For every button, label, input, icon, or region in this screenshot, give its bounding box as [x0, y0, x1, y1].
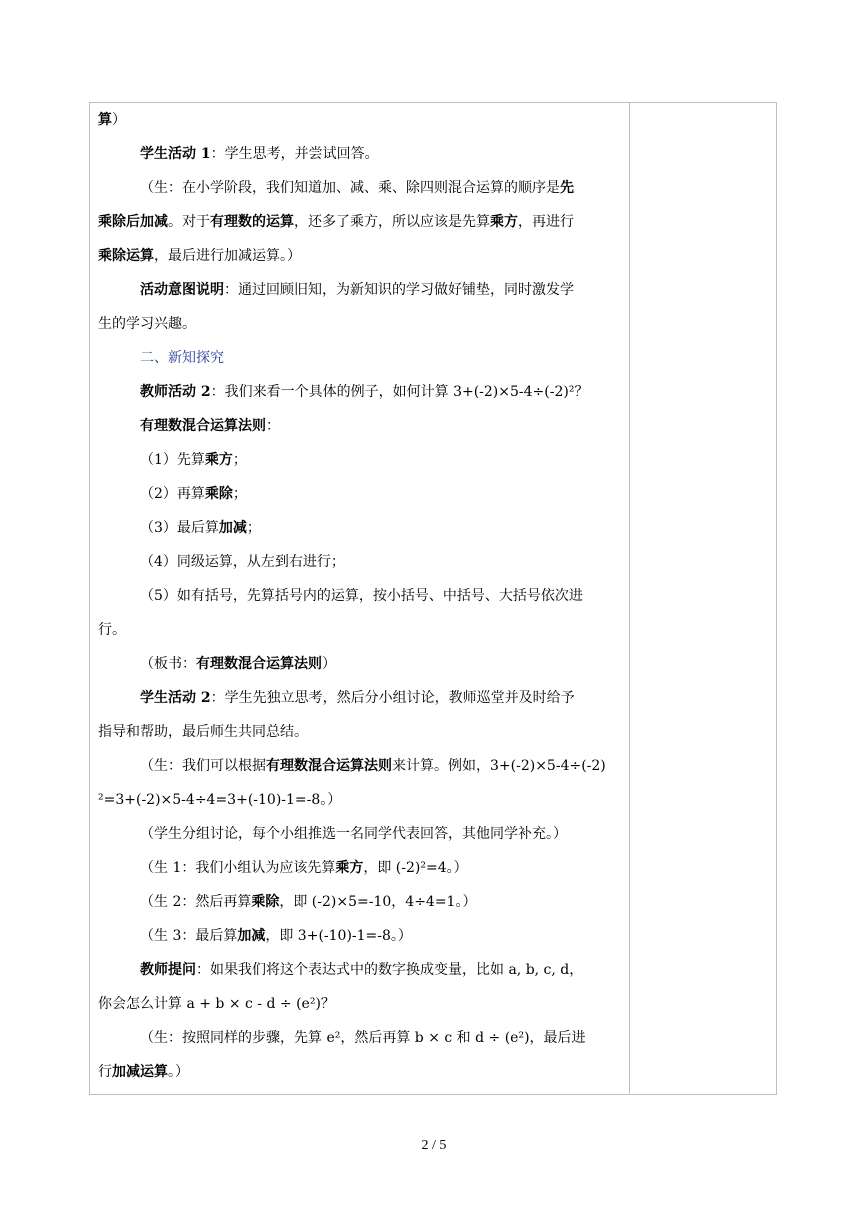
- text-line: [98, 477, 624, 511]
- text-run: 行: [98, 1064, 112, 1080]
- text-run: （生 1：我们小组认为应该先算: [140, 860, 336, 876]
- text-run: 教师活动 2: [140, 384, 211, 400]
- text-line: [98, 103, 624, 137]
- text-line: [98, 137, 624, 171]
- text-run: ，即 3+(-10)-1=-8。）: [265, 928, 412, 944]
- text-run: 活动意图说明: [140, 282, 224, 298]
- text-run: （生：在小学阶段，我们知道加、减、乘、除四则混合运算的顺序是: [140, 180, 560, 196]
- text-run: 生的学习兴趣。: [98, 316, 196, 332]
- text-run: 有理数混合运算法则: [140, 418, 266, 434]
- table-column-divider: [629, 102, 630, 1095]
- text-line: [98, 613, 624, 647]
- text-run: 来计算。例如，3+(-2)×5-4÷(-2): [392, 758, 606, 774]
- text-line: [98, 239, 624, 273]
- text-run: ：: [266, 418, 280, 434]
- text-run: （3）最后算: [140, 520, 219, 536]
- text-line: [98, 919, 624, 953]
- text-run: ：学生先独立思考，然后分小组讨论，教师巡堂并及时给予: [210, 690, 575, 706]
- text-run: 学生活动 1: [140, 146, 211, 162]
- text-line: [98, 171, 624, 205]
- text-run: 有理数混合运算法则: [266, 758, 392, 774]
- text-line: [98, 307, 624, 341]
- text-run: 算: [98, 112, 112, 128]
- text-run: （1）先算: [140, 452, 205, 468]
- text-run: 行。: [98, 622, 126, 638]
- text-line: [98, 579, 624, 613]
- text-line: [98, 511, 624, 545]
- text-run: ，最后进行加减运算。）: [154, 248, 301, 264]
- text-run: 加减: [218, 520, 247, 536]
- text-run: 有理数的运算: [210, 214, 294, 230]
- text-run: （生 2：然后再算: [140, 894, 252, 910]
- text-run: 教师提问: [140, 962, 196, 978]
- text-run: ；: [232, 486, 247, 502]
- text-line: [98, 783, 624, 817]
- text-run: ²=3+(-2)×5-4÷4=3+(-10)-1=-8。）: [98, 792, 342, 808]
- text-line: [98, 443, 624, 477]
- text-line: [98, 749, 624, 783]
- text-run: 学生活动 2: [140, 690, 211, 706]
- text-line: [98, 851, 624, 885]
- text-line: [98, 1055, 624, 1089]
- text-line: [98, 647, 624, 681]
- text-line: [98, 1021, 624, 1055]
- text-line: [98, 273, 624, 307]
- text-run: ：学生思考，并尝试回答。: [210, 146, 379, 162]
- lesson-content: [98, 103, 624, 1089]
- text-run: ，即 (-2)×5=-10，4÷4=1。）: [279, 894, 477, 910]
- text-run: （板书：: [140, 656, 196, 672]
- text-run: 乘除后加减: [98, 214, 168, 230]
- text-run: ：如果我们将这个表达式中的数字换成变量，比如 a, b, c, d，: [196, 962, 584, 978]
- text-run: ）: [112, 112, 126, 128]
- text-run: 乘除运算: [98, 248, 154, 264]
- text-line: [98, 715, 624, 749]
- text-run: 指导和帮助，最后师生共同总结。: [98, 724, 308, 740]
- text-run: ；: [232, 452, 247, 468]
- text-run: （生：按照同样的步骤，先算 e²，然后再算 b × c 和 d ÷ (e²)，最后进: [140, 1030, 586, 1046]
- text-run: 二、新知探究: [140, 350, 224, 366]
- text-line: [98, 545, 624, 579]
- text-run: 乘方: [490, 214, 518, 230]
- page-number: 2 / 5: [421, 1138, 447, 1153]
- text-run: ：通过回顾旧知，为新知识的学习做好铺垫，同时激发学: [224, 282, 574, 298]
- text-run: 乘方: [204, 452, 233, 468]
- text-run: 先: [560, 180, 574, 196]
- text-run: （生：我们可以根据: [140, 758, 266, 774]
- text-run: ）: [322, 656, 336, 672]
- text-line: [98, 205, 624, 239]
- text-run: ，即 (-2)²=4。）: [363, 860, 468, 876]
- text-run: 乘除: [204, 486, 233, 502]
- text-run: 乘方: [335, 860, 364, 876]
- text-line: [98, 953, 624, 987]
- text-run: ，再进行: [518, 214, 574, 230]
- text-line: [98, 885, 624, 919]
- text-run: ，还多了乘方，所以应该是先算: [294, 214, 490, 230]
- text-line: [98, 681, 624, 715]
- text-run: 。对于: [168, 214, 210, 230]
- text-run: （生 3：最后算: [140, 928, 238, 944]
- text-line: [98, 817, 624, 851]
- text-run: （5）如有括号，先算括号内的运算，按小括号、中括号、大括号依次进: [140, 588, 583, 604]
- text-run: （4）同级运算，从左到右进行；: [140, 554, 345, 570]
- text-run: 有理数混合运算法则: [196, 656, 322, 672]
- text-run: ；: [246, 520, 261, 536]
- text-run: ：我们来看一个具体的例子，如何计算 3+(-2)×5-4÷(-2)²？: [210, 384, 589, 400]
- text-line: [98, 341, 624, 375]
- text-line: [98, 409, 624, 443]
- text-run: 加减运算: [112, 1064, 168, 1080]
- text-run: 加减: [237, 928, 266, 944]
- text-line: [98, 375, 624, 409]
- text-run: 。）: [168, 1064, 189, 1080]
- text-line: [98, 987, 624, 1021]
- text-run: （学生分组讨论，每个小组推选一名同学代表回答，其他同学补充。）: [140, 826, 567, 842]
- text-run: 你会怎么计算 a + b × c - d ÷ (e²)？: [98, 996, 335, 1012]
- text-run: 乘除: [251, 894, 280, 910]
- text-run: （2）再算: [140, 486, 205, 502]
